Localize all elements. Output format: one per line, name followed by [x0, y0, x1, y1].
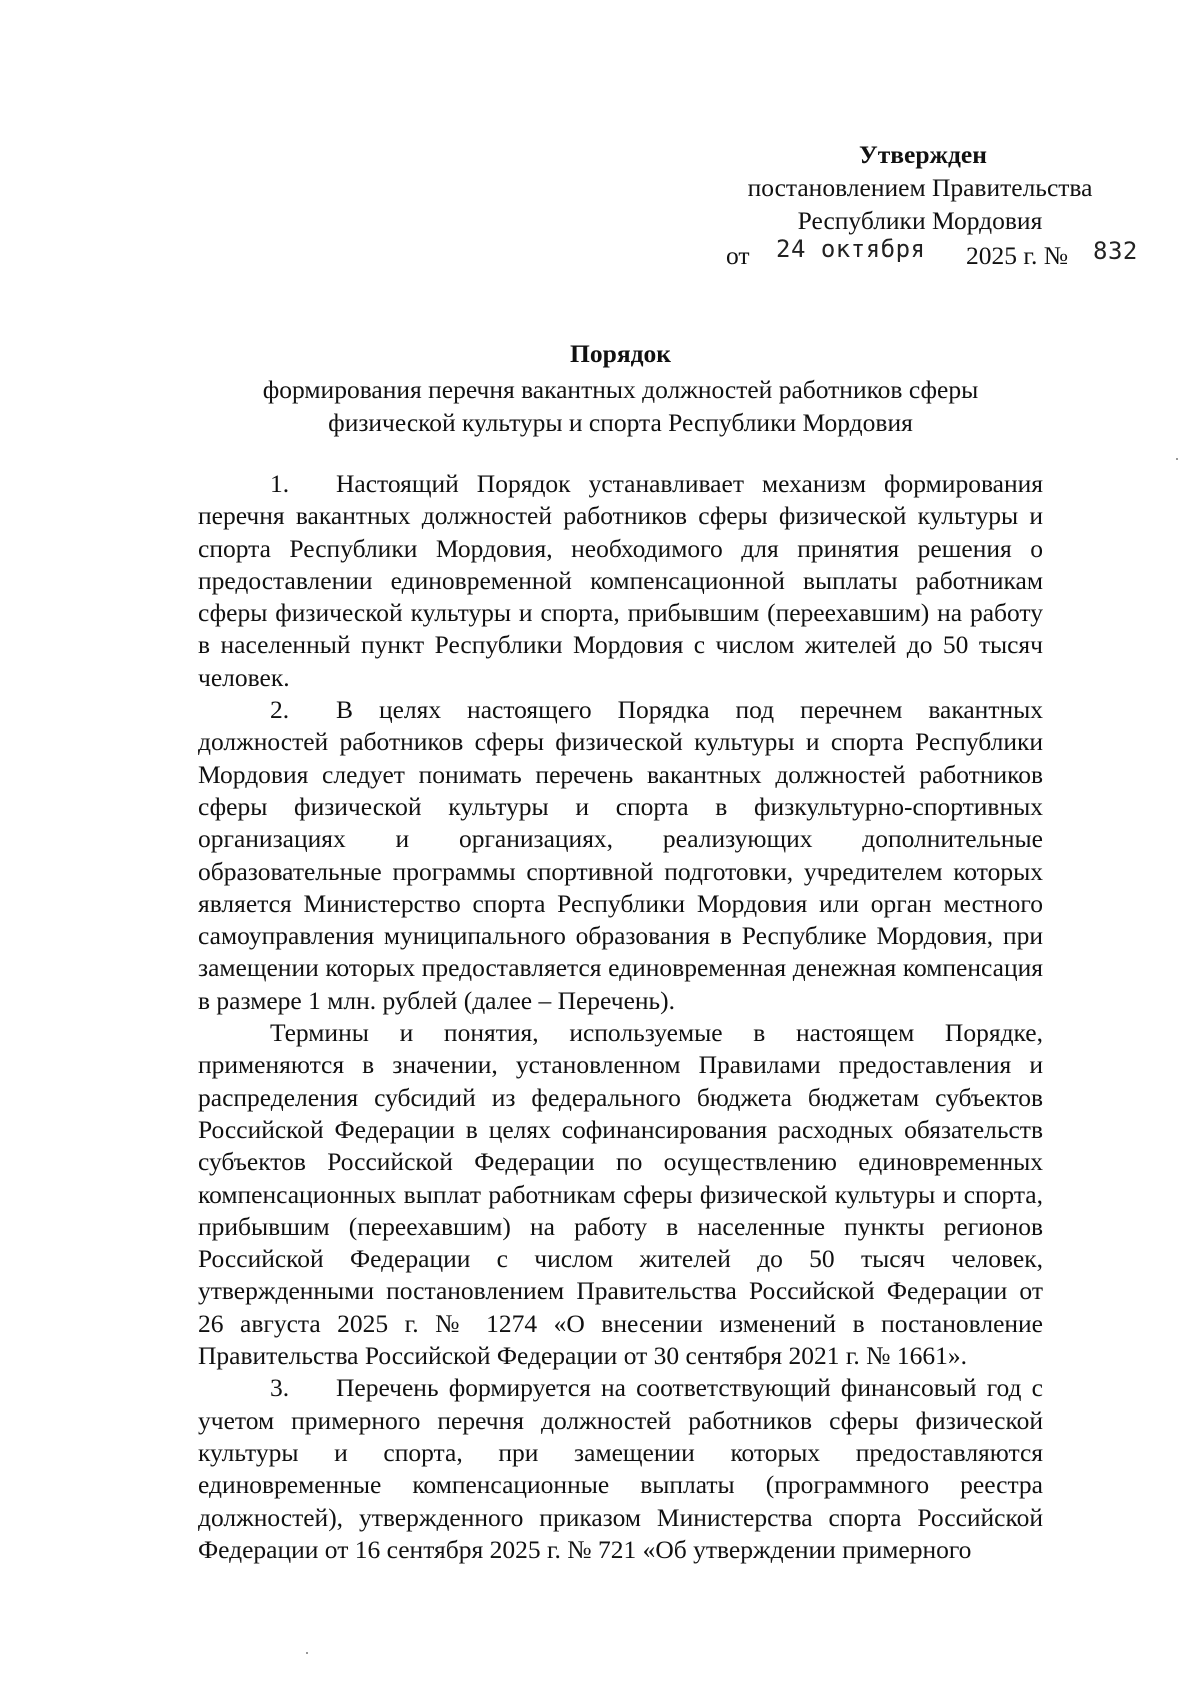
paragraph-1 — [198, 468, 1043, 694]
paragraph-number: 3. — [270, 1373, 290, 1403]
paragraph-text: В целях настоящего Порядка под перечнем вакантных должностей работников сферы физической культуры и спорта Республики Мордовия следует понимать перечень вакантных должностей работников сферы физической культуры и спорта в физкультурно-спортивных организациях и организациях, реализующих дополнительные образовательные программы спортивной подготовки, учредителем которых является Министерство спорта Республики Мордовия или орган местного самоуправления муниципального образования в Республике Мордовия, при замещении которых предоставляется единовременная денежная компенсация в размере 1 млн. рублей (далее – Перечень). — [198, 695, 1043, 1015]
date-year: 2025 г. № — [966, 241, 1069, 270]
heading-subtitle-line-1: формирования перечня вакантных должностей работников сферы — [262, 375, 979, 404]
document-number-stamp: 832 — [1093, 237, 1138, 265]
paragraph-text: Термины и понятия, используемые в настоящем Порядке, применяются в значении, установленном Правилами предоставления и распределения субсидий из федерального бюджета бюджетам субъектов Российской Федерации в целях софинансирования расходных обязательств субъектов Российской Федерации по осуществлению единовременных компенсационных выплат работникам сферы физической культуры и спорта, прибывшим (переехавшим) на работу в населенные пункты регионов Российской Федерации с числом жителей до 50 тысяч человек, утвержденными постановлением Правительства Российской Федерации от 26 августа 2025 г. № 1274 «О внесении изменений в постановление Правительства Российской Федерации от 30 сентября 2021 г. № 1661». — [198, 1018, 1043, 1371]
scan-speck — [1176, 458, 1178, 460]
approval-line-2: Республики Мордовия — [797, 206, 1043, 235]
date-day-stamp: 24 октября — [776, 235, 926, 263]
paragraph-3 — [198, 1372, 1043, 1566]
paragraph-text: Настоящий Порядок устанавливает механизм формирования перечня вакантных должностей работников сферы физической культуры и спорта Республики Мордовия, необходимого для принятия решения о предоставлении единовременной компенсационной выплаты работникам сферы физической культуры и спорта, прибывшим (переехавшим) на работу в населенный пункт Республики Мордовия с числом жителей до 50 тысяч человек. — [198, 469, 1043, 692]
approval-title: Утвержден — [859, 140, 987, 169]
paragraph-number: 2. — [270, 695, 290, 725]
scan-speck — [306, 1652, 308, 1654]
heading-subtitle-line-2: физической культуры и спорта Республики Мордовия — [328, 408, 913, 437]
document-heading — [198, 337, 1043, 439]
paragraph-text: Перечень формируется на соответствующий финансовый год с учетом примерного перечня должностей работников сферы физической культуры и спорта, при замещении которых предоставляются единовременные компенсационные выплаты (программного реестра должностей), утвержденного приказом Министерства спорта Российской Федерации от 16 сентября 2025 г. № 721 «Об утверждении примерного — [198, 1373, 1043, 1564]
approval-date-line — [700, 237, 1140, 271]
paragraph-2-terms — [198, 1017, 1043, 1372]
date-prefix: от — [726, 241, 750, 270]
approval-line-1: постановлением Правительства — [747, 173, 1093, 202]
heading-title: Порядок — [570, 339, 671, 368]
paragraph-number: 1. — [270, 469, 290, 498]
approval-block — [700, 138, 1140, 271]
paragraph-2 — [198, 694, 1043, 1017]
document-body — [198, 468, 1043, 1566]
